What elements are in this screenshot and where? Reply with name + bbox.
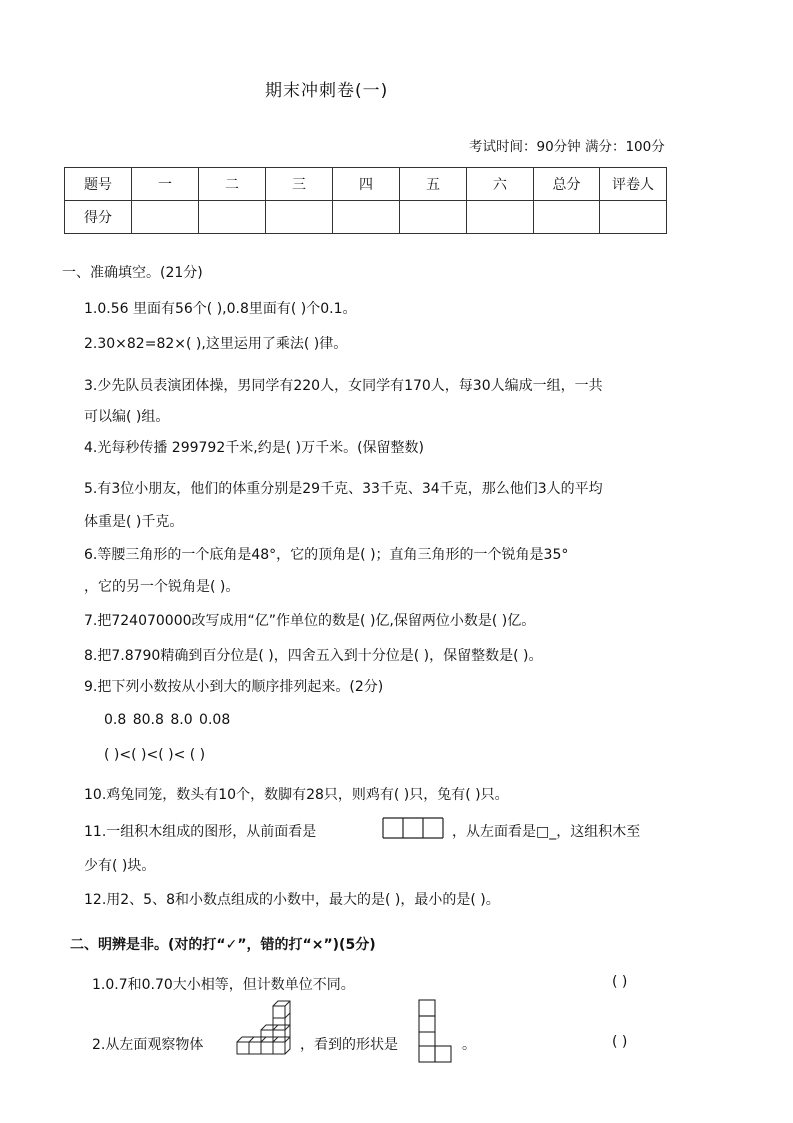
question-2-2-part3: 。 (462, 1037, 476, 1053)
question-1-10: 10.鸡兔同笼，数头有10个，数脚有28只，则鸡有( )只，兔有( )只。 (84, 787, 509, 803)
question-1-11-part1: 11.一组积木组成的图形，从前面看是 (84, 824, 317, 840)
table-cell: 四 (333, 168, 400, 201)
score-cell[interactable] (266, 201, 333, 234)
question-1-5-line1: 5.有3位小朋友，他们的体重分别是29千克、33千克、34千克，那么他们3人的平均 (84, 481, 603, 497)
question-1-1: 1.0.56 里面有56个( ),0.8里面有( )个0.1。 (84, 301, 357, 317)
page-title: 期末冲刺卷(一) (265, 81, 389, 101)
score-cell[interactable] (534, 201, 600, 234)
score-cell[interactable] (400, 201, 467, 234)
question-1-6-line1: 6.等腰三角形的一个底角是48°，它的顶角是( )；直角三角形的一个锐角是35° (84, 547, 569, 563)
score-table (64, 167, 667, 234)
question-2-2-part1: 2.从左面观察物体 (92, 1037, 204, 1053)
score-table-header-row (65, 168, 667, 201)
question-1-7: 7.把724070000改写成用“亿”作单位的数是( )亿,保留两位小数是( )亿。 (84, 613, 536, 629)
side-view-figure-icon (417, 998, 453, 1064)
score-cell[interactable] (600, 201, 667, 234)
score-cell[interactable] (199, 201, 266, 234)
exam-info: 考试时间：90分钟 满分：100分 (469, 139, 665, 155)
question-2-2-part2: ，看到的形状是 (300, 1037, 398, 1053)
section-2-heading: 二、明辨是非。(对的打“✓”，错的打“×”)(5分) (70, 937, 376, 953)
score-cell[interactable] (333, 201, 400, 234)
score-cell[interactable] (132, 201, 199, 234)
table-cell: 总分 (534, 168, 600, 201)
cube-stack-figure-icon (235, 1004, 293, 1058)
question-1-5-line2: 体重是( )千克。 (84, 514, 184, 530)
front-view-figure-icon (381, 816, 445, 840)
score-cell[interactable] (467, 201, 534, 234)
section-1-heading: 一、准确填空。(21分) (62, 265, 203, 281)
question-1-11-part2: ，从左面看是□_，这组积木至 (452, 824, 641, 840)
table-cell: 五 (400, 168, 467, 201)
question-1-3-line1: 3.少先队员表演团体操，男同学有220人，女同学有170人，每30人编成一组，一共 (84, 378, 603, 394)
table-cell: 题号 (65, 168, 132, 201)
table-cell: 二 (199, 168, 266, 201)
question-1-4: 4.光每秒传播 299792千米,约是( )万千米。(保留整数) (84, 440, 424, 456)
question-1-11-line2: 少有( )块。 (84, 858, 156, 874)
question-1-8: 8.把7.8790精确到百分位是( )，四舍五入到十分位是( )，保留整数是( )。 (84, 648, 543, 664)
answer-blank-2-1[interactable]: ( ) (612, 974, 628, 990)
answer-blank-2-2[interactable]: ( ) (612, 1034, 628, 1050)
question-1-6-line2: ，它的另一个锐角是( )。 (84, 579, 240, 595)
question-1-9-blanks: ( )<( )<( )< ( ) (104, 747, 206, 763)
question-1-12: 12.用2、5、8和小数点组成的小数中，最大的是( )，最小的是( )。 (84, 892, 500, 908)
table-cell: 一 (132, 168, 199, 201)
question-1-9-numbers: 0.8 80.8 8.0 0.08 (104, 712, 231, 728)
question-1-9: 9.把下列小数按从小到大的顺序排列起来。(2分) (84, 679, 384, 695)
table-cell: 三 (266, 168, 333, 201)
question-1-2: 2.30×82=82×( ),这里运用了乘法( )律。 (84, 336, 348, 352)
question-2-1: 1.0.7和0.70大小相等，但计数单位不同。 (92, 977, 355, 993)
score-table-score-row (65, 201, 667, 234)
table-cell: 评卷人 (600, 168, 667, 201)
question-1-3-line2: 可以编( )组。 (84, 409, 170, 425)
table-cell: 得分 (65, 201, 132, 234)
table-cell: 六 (467, 168, 534, 201)
